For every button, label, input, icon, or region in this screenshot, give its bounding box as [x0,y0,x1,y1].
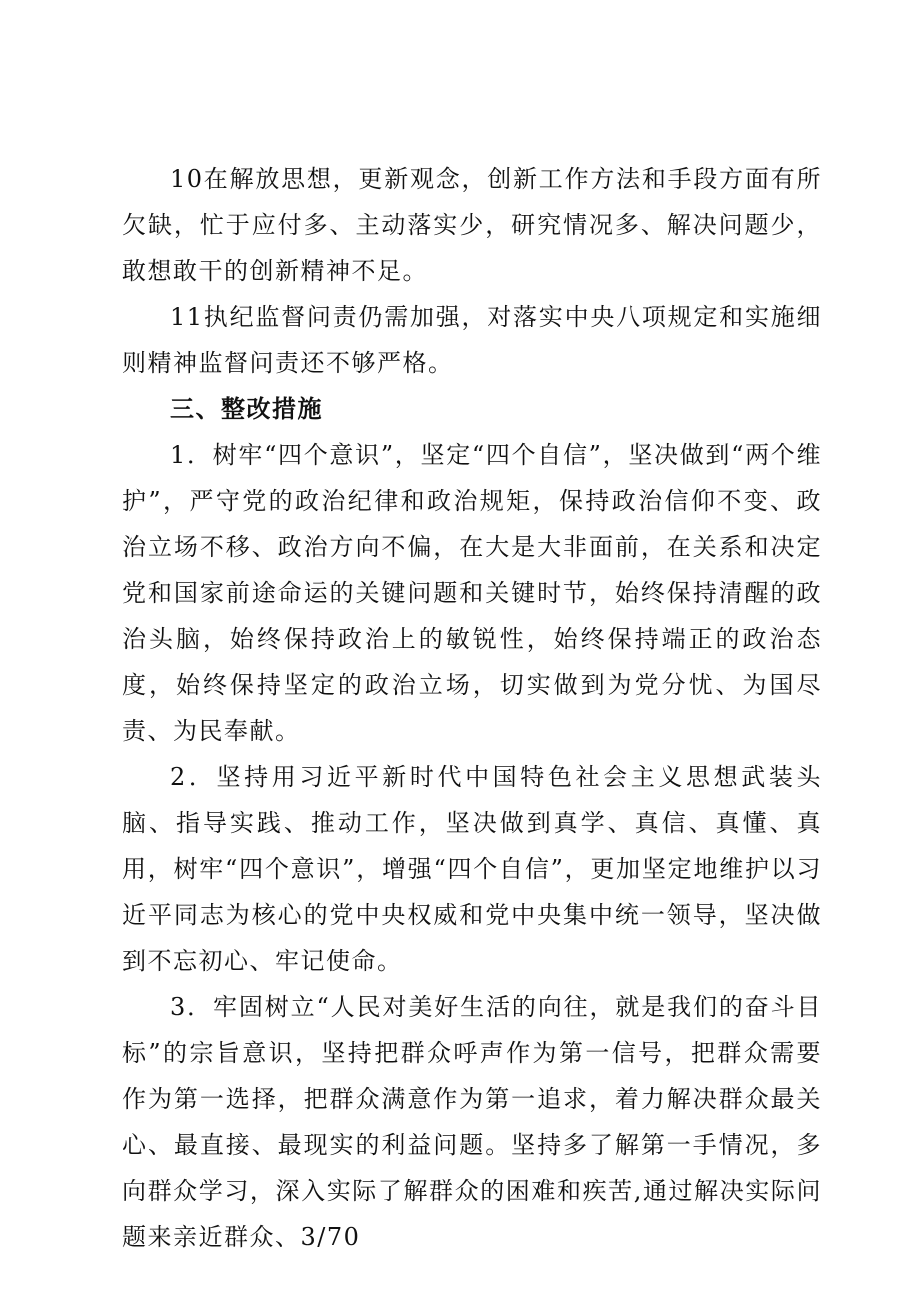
measure-item-2: 2．坚持用习近平新时代中国特色社会主义思想武装头脑、指导实践、推动工作，坚决做到真学、真信、真懂、真用，树牢“四个意识”，增强“四个自信”，更加坚定地维护以习近平同志为核心的党中央权威和党中央集中统一领导，坚决做到不忘初心、牢记使命。 [122,763,822,975]
paragraph-item-10: 10在解放思想，更新观念，创新工作方法和手段方面有所欠缺，忙于应付多、主动落实少，研究情况多、解决问题少，敢想敢干的创新精神不足。 [122,165,822,285]
measure-item-1: 1．树牢“四个意识”，坚定“四个自信”，坚决做到“两个维护”，严守党的政治纪律和政治规矩，保持政治信仰不变、政治立场不移、政治方向不偏，在大是大非面前，在关系和决定党和国家前途命运的关键问题和关键时节，始终保持清醒的政治头脑，始终保持政治上的敏锐性，始终保持端正的政治态度，始终保持坚定的政治立场，切实做到为党分忧、为国尽责、为民奉献。 [122,441,822,745]
paragraph-item-11: 11执纪监督问责仍需加强，对落实中央八项规定和实施细则精神监督问责还不够严格。 [122,303,822,377]
document-body [122,156,822,1260]
section-heading-rectification-measures: 三、整改措施 [170,395,323,423]
measure-item-3: 3．牢固树立“人民对美好生活的向往，就是我们的奋斗目标”的宗旨意识，坚持把群众呼声作为第一信号，把群众需要作为第一选择，把群众满意作为第一追求，着力解决群众最关心、最直接、最现实的利益问题。坚持多了解第一手情况，多向群众学习，深入实际了解群众的困难和疾苦,通过解决实际问题来亲近群众、3/70 [122,993,822,1251]
